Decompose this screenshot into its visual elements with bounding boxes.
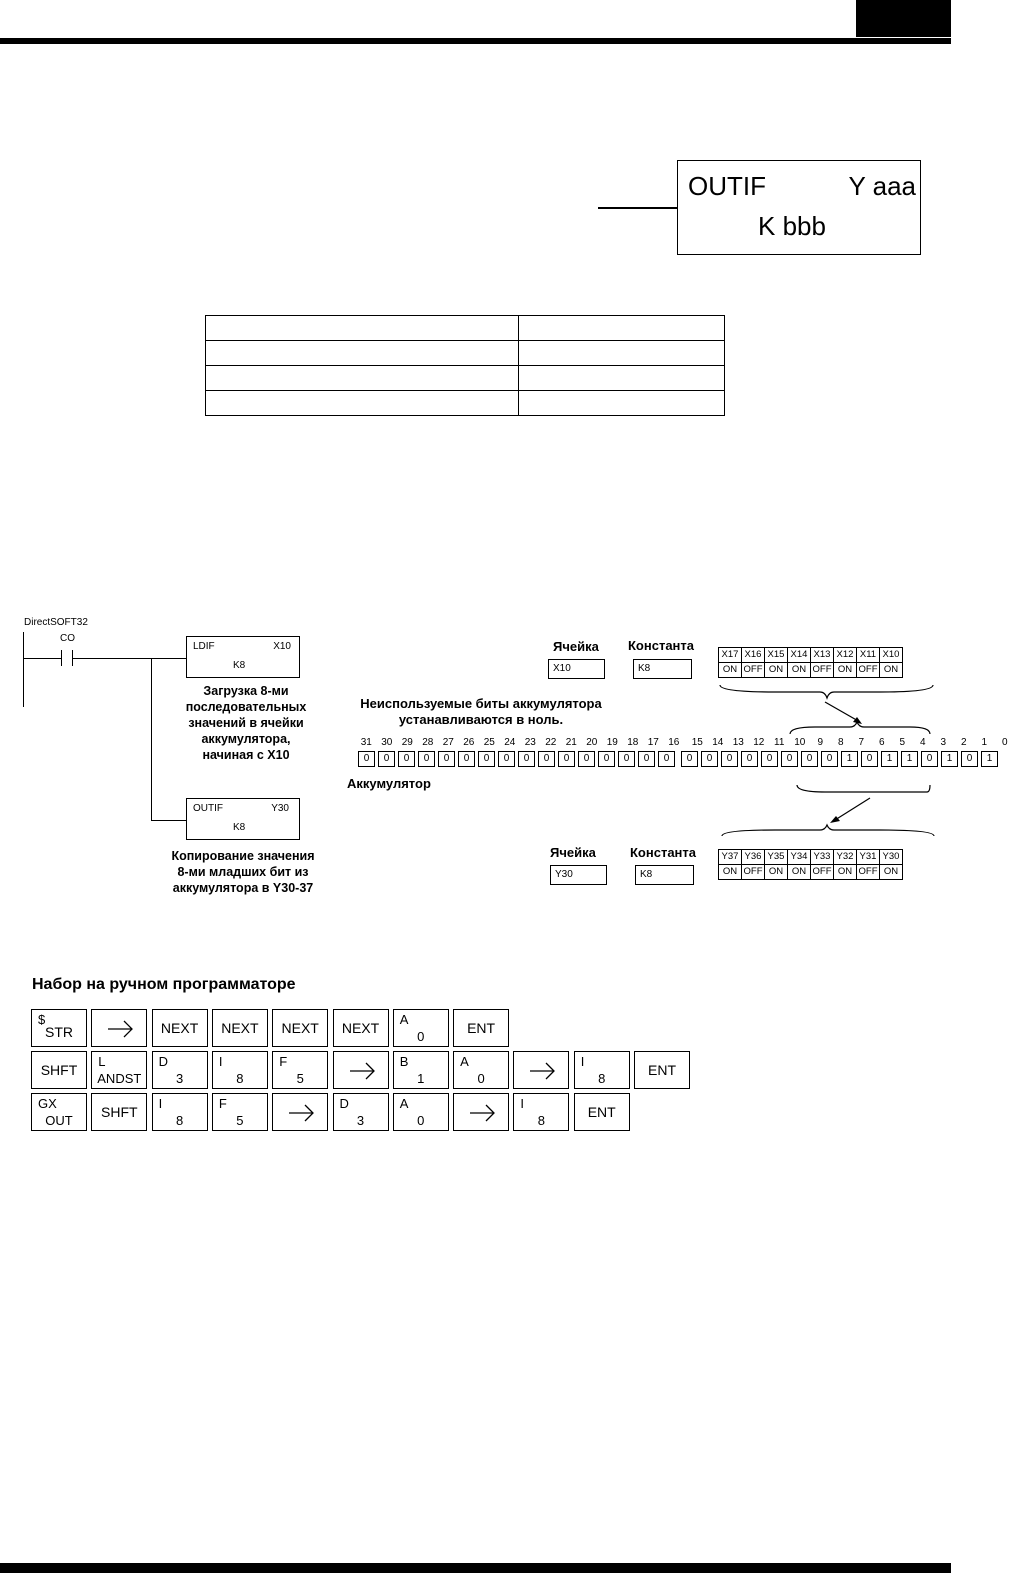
- bit-value-cell: 0: [861, 751, 878, 767]
- bit-number: 3: [940, 737, 947, 748]
- keypad-key: [91, 1051, 147, 1089]
- const-label-bottom: Константа: [630, 845, 697, 860]
- keypad-key: [574, 1093, 630, 1131]
- key-label: ENT: [587, 1104, 616, 1120]
- key-sub-label: 3: [175, 1071, 184, 1086]
- bit-value-cell: 0: [638, 751, 655, 767]
- key-sub-label: 3: [356, 1113, 365, 1128]
- y-output-brace: [722, 825, 934, 836]
- bit-value-cell: 1: [901, 751, 918, 767]
- x-state-row: [719, 662, 903, 678]
- bit-value-cell: 0: [378, 751, 395, 767]
- keypad-key: [31, 1009, 87, 1047]
- bit-value-cell: 1: [841, 751, 858, 767]
- bit-value-cell: 0: [701, 751, 718, 767]
- bit-value-cell: 0: [961, 751, 978, 767]
- branch-wire: [151, 820, 187, 821]
- x-state-cell: OFF: [856, 662, 880, 678]
- bit-number: 1: [981, 737, 988, 748]
- x-address-cell: X14: [787, 647, 811, 663]
- bit-value-cell: 0: [821, 751, 838, 767]
- keypad-key: [152, 1051, 208, 1089]
- accumulator-out-brace: [797, 785, 930, 792]
- key-shift-label: F: [279, 1054, 288, 1069]
- bit-value-cell: 0: [801, 751, 818, 767]
- key-label: STR: [45, 1024, 73, 1040]
- keypad-key: [393, 1009, 449, 1047]
- keypad-key: [212, 1009, 268, 1047]
- bit-number: 12: [753, 737, 765, 748]
- y-state-cell: ON: [833, 864, 857, 880]
- bit-number: 15: [691, 737, 703, 748]
- keypad-key: [453, 1051, 509, 1089]
- caption-line: последовательных: [185, 700, 307, 714]
- x-state-cell: ON: [879, 662, 903, 678]
- ldif-constant: K8: [233, 660, 246, 671]
- keypad-key: [31, 1093, 87, 1131]
- bit-value-cell: 0: [781, 751, 798, 767]
- caption-line: аккумулятора в Y30-37: [172, 881, 314, 895]
- bit-number: 21: [565, 737, 577, 748]
- key-sub-label: 1: [417, 1071, 425, 1086]
- key-shift-label: A: [399, 1012, 409, 1027]
- key-label: SHFT: [40, 1062, 78, 1078]
- bit-value-cell: 0: [498, 751, 515, 767]
- keypad-key: [152, 1093, 208, 1131]
- bit-value-cell: 0: [741, 751, 758, 767]
- bit-number: 22: [545, 737, 557, 748]
- cell-label-bottom: Ячейка: [550, 845, 596, 860]
- key-shift-label: A: [460, 1054, 469, 1069]
- x-input-table: [719, 647, 903, 678]
- bit-number: 26: [463, 737, 475, 748]
- footer-rule: [0, 1563, 951, 1573]
- arrow-key: [333, 1051, 389, 1089]
- bit-number: 29: [401, 737, 413, 748]
- bit-number: 10: [794, 737, 806, 748]
- bit-number: 18: [627, 737, 639, 748]
- key-sub-label: OUT: [45, 1113, 73, 1128]
- bit-number: 23: [524, 737, 536, 748]
- key-sub-label: ANDST: [97, 1071, 142, 1086]
- right-arrow-icon: [334, 1052, 390, 1090]
- keypad-key: [453, 1009, 509, 1047]
- keypad-key: [393, 1051, 449, 1089]
- bit-value-cell: 0: [761, 751, 778, 767]
- caption-line: Копирование значения: [171, 849, 315, 863]
- x-state-cell: ON: [718, 662, 742, 678]
- x-address-cell: X17: [718, 647, 742, 663]
- arrowhead: [830, 816, 840, 823]
- x-state-cell: ON: [787, 662, 811, 678]
- arrow-key: [272, 1093, 328, 1131]
- bit-number: 13: [732, 737, 744, 748]
- operand-table: [205, 315, 725, 416]
- y-state-row: [719, 864, 903, 880]
- x-label-row: [719, 647, 903, 663]
- bit-value-cell: 0: [658, 751, 675, 767]
- key-sub-label: 0: [417, 1113, 425, 1128]
- keypad-key: [152, 1009, 208, 1047]
- header-rule: [0, 38, 951, 44]
- bit-value-cell: 0: [458, 751, 475, 767]
- arrow-key: [513, 1051, 569, 1089]
- key-sub-label: 8: [537, 1113, 545, 1128]
- bit-value-cell: 0: [438, 751, 455, 767]
- key-sub-label: 5: [296, 1071, 304, 1086]
- table-row: [206, 316, 725, 341]
- right-arrow-icon: [514, 1052, 570, 1090]
- instruction-mnemonic: OUTIF: [688, 171, 766, 201]
- keypad-key: [634, 1051, 690, 1089]
- outif-instruction-box: [186, 798, 300, 840]
- keypad-key: [393, 1093, 449, 1131]
- keypad-key: [333, 1009, 389, 1047]
- branch-wire: [151, 658, 152, 821]
- keypad-key: [272, 1009, 328, 1047]
- accumulator-register: [356, 737, 1015, 767]
- bit-number: 2: [960, 737, 967, 748]
- x-state-cell: OFF: [810, 662, 834, 678]
- y-address-cell: Y36: [741, 849, 765, 865]
- y-label-row: [719, 849, 903, 865]
- note-line: Неиспользуемые биты аккумулятора: [360, 696, 602, 711]
- keypad-key: [212, 1051, 268, 1089]
- cell-label-top: Ячейка: [553, 639, 599, 654]
- key-sub-label: 8: [598, 1071, 606, 1086]
- bit-number: 6: [878, 737, 885, 748]
- arrow-down-right: [825, 702, 860, 722]
- instruction-operand-k: K bbb: [758, 211, 826, 241]
- handheld-title: Набор на ручном программаторе: [32, 976, 296, 993]
- outif-mnemonic: OUTIF: [193, 803, 223, 814]
- keypad-key: [31, 1051, 87, 1089]
- keypad-key: [212, 1093, 268, 1131]
- keypad-key: [91, 1093, 147, 1131]
- bit-number: 11: [774, 737, 785, 748]
- y-address-cell: Y31: [856, 849, 880, 865]
- caption-line: значений в ячейки: [188, 716, 304, 730]
- cell-value-bottom: Y30: [550, 865, 607, 885]
- ldif-instruction-box: [186, 636, 300, 678]
- bit-value-cell: 0: [921, 751, 938, 767]
- y-address-cell: Y37: [718, 849, 742, 865]
- bit-value-row: [355, 751, 1015, 767]
- bit-value-cell: 0: [618, 751, 635, 767]
- key-label: NEXT: [341, 1020, 380, 1036]
- key-label: ENT: [648, 1062, 676, 1078]
- bit-number: 31: [360, 737, 372, 748]
- right-arrow-icon: [454, 1094, 510, 1132]
- x-address-cell: X16: [741, 647, 765, 663]
- key-shift-label: GX: [38, 1096, 57, 1111]
- caption-line: 8-ми младших бит из: [177, 865, 309, 879]
- bit-number: 20: [586, 737, 598, 748]
- key-sub-label: 5: [236, 1113, 244, 1128]
- key-shift-label: D: [158, 1054, 168, 1069]
- bit-number: 7: [858, 737, 865, 748]
- bit-value-cell: 0: [418, 751, 435, 767]
- bit-value-cell: 0: [681, 751, 698, 767]
- x-address-cell: X15: [764, 647, 788, 663]
- y-state-cell: OFF: [741, 864, 765, 880]
- bit-number: 9: [817, 737, 824, 748]
- key-shift-label: A: [399, 1096, 409, 1111]
- bit-number: 25: [483, 737, 495, 748]
- bit-number: 14: [712, 737, 724, 748]
- x-address-cell: X13: [810, 647, 834, 663]
- bit-number: 4: [919, 737, 926, 748]
- const-value-bottom: K8: [635, 865, 694, 885]
- bit-number: 24: [504, 737, 516, 748]
- y-state-cell: ON: [787, 864, 811, 880]
- table-row: [206, 341, 725, 366]
- key-shift-label: I: [218, 1054, 223, 1069]
- ldif-mnemonic: LDIF: [193, 641, 215, 652]
- x-address-cell: X12: [833, 647, 857, 663]
- y-address-cell: Y32: [833, 849, 857, 865]
- x-address-cell: X10: [879, 647, 903, 663]
- y-state-cell: ON: [879, 864, 903, 880]
- y-address-cell: Y30: [879, 849, 903, 865]
- key-sub-label: 0: [417, 1029, 425, 1044]
- const-label-top: Константа: [628, 638, 695, 653]
- key-label: NEXT: [281, 1020, 319, 1036]
- bit-value-cell: 1: [881, 751, 898, 767]
- bit-number: 27: [442, 737, 454, 748]
- key-sub-label: 8: [175, 1113, 184, 1128]
- contact-left-bar: [61, 650, 62, 666]
- keypad-key: [272, 1051, 328, 1089]
- key-shift-label: L: [98, 1054, 106, 1069]
- bit-number-row: [356, 737, 1015, 748]
- outif-address: Y30: [271, 803, 289, 814]
- software-label: DirectSOFT32: [24, 617, 88, 628]
- instruction-rung-line: [598, 207, 677, 209]
- keypad-key: [574, 1051, 630, 1089]
- key-shift-label: $: [38, 1012, 46, 1027]
- key-shift-label: D: [339, 1096, 349, 1111]
- x-state-cell: ON: [833, 662, 857, 678]
- key-label: SHFT: [101, 1104, 138, 1120]
- keypad-key: [513, 1093, 569, 1131]
- const-value-top: K8: [633, 659, 692, 679]
- arrow-down-left: [835, 798, 870, 820]
- key-label: NEXT: [221, 1020, 259, 1036]
- contact-label: CO: [60, 633, 75, 644]
- ldif-caption: [160, 683, 332, 763]
- x-address-cell: X11: [856, 647, 880, 663]
- right-arrow-icon: [92, 1010, 148, 1048]
- y-address-cell: Y35: [764, 849, 788, 865]
- table-row: [206, 366, 725, 391]
- key-label: ENT: [467, 1020, 496, 1036]
- bit-value-cell: 0: [558, 751, 575, 767]
- bit-value-cell: 0: [478, 751, 495, 767]
- bit-number: 5: [899, 737, 906, 748]
- rung-wire: [23, 658, 61, 659]
- table-row: [206, 391, 725, 416]
- bit-value-cell: 0: [398, 751, 415, 767]
- unused-bits-note: [350, 696, 612, 728]
- caption-line: Загрузка 8-ми: [203, 684, 289, 698]
- key-shift-label: I: [580, 1054, 585, 1069]
- key-sub-label: 8: [236, 1071, 244, 1086]
- y-state-cell: ON: [764, 864, 788, 880]
- arrow-key: [453, 1093, 509, 1131]
- bit-value-cell: 1: [941, 751, 958, 767]
- y-state-cell: OFF: [856, 864, 880, 880]
- key-shift-label: I: [158, 1096, 163, 1111]
- y-state-cell: OFF: [810, 864, 834, 880]
- arrow-key: [91, 1009, 147, 1047]
- instruction-symbol-box: [677, 160, 921, 255]
- ldif-address: X10: [273, 641, 291, 652]
- note-line: устанавливаются в ноль.: [398, 712, 564, 727]
- bit-number: 19: [606, 737, 618, 748]
- bit-number: 16: [668, 737, 680, 748]
- keypad-key: [333, 1093, 389, 1131]
- rung-wire: [73, 658, 187, 659]
- outif-caption: [152, 848, 334, 896]
- bit-number: 17: [647, 737, 659, 748]
- y-address-cell: Y34: [787, 849, 811, 865]
- caption-line: начиная с X10: [202, 748, 290, 762]
- key-shift-label: F: [218, 1096, 227, 1111]
- accumulator-label: Аккумулятор: [347, 776, 431, 791]
- top-brace: [720, 685, 933, 698]
- bit-number: 8: [837, 737, 844, 748]
- bit-number: 28: [422, 737, 434, 748]
- y-state-cell: ON: [718, 864, 742, 880]
- bit-value-cell: 0: [721, 751, 738, 767]
- bit-number: 0: [1001, 737, 1008, 748]
- diagram-braces-lower: [715, 780, 940, 840]
- key-sub-label: 0: [477, 1071, 485, 1086]
- bit-value-cell: 0: [598, 751, 615, 767]
- key-shift-label: B: [399, 1054, 409, 1069]
- x-state-cell: OFF: [741, 662, 765, 678]
- y-address-cell: Y33: [810, 849, 834, 865]
- y-output-table: [719, 849, 903, 880]
- cell-value-top: X10: [548, 659, 605, 679]
- outif-constant: K8: [233, 822, 246, 833]
- key-label: NEXT: [160, 1020, 199, 1036]
- x-state-cell: ON: [764, 662, 788, 678]
- bit-value-cell: 0: [578, 751, 595, 767]
- bit-value-cell: 1: [981, 751, 998, 767]
- header-corner-tab: [856, 0, 951, 37]
- bit-number: 30: [381, 737, 393, 748]
- bit-value-cell: 0: [518, 751, 535, 767]
- bit-value-cell: 0: [538, 751, 555, 767]
- right-arrow-icon: [273, 1094, 329, 1132]
- caption-line: аккумулятора,: [201, 732, 291, 746]
- left-power-rail: [23, 632, 24, 707]
- instruction-operand-y: Y aaa: [848, 171, 916, 201]
- accumulator-low-brace: [790, 722, 930, 734]
- key-shift-label: I: [520, 1096, 525, 1111]
- bit-value-cell: 0: [358, 751, 375, 767]
